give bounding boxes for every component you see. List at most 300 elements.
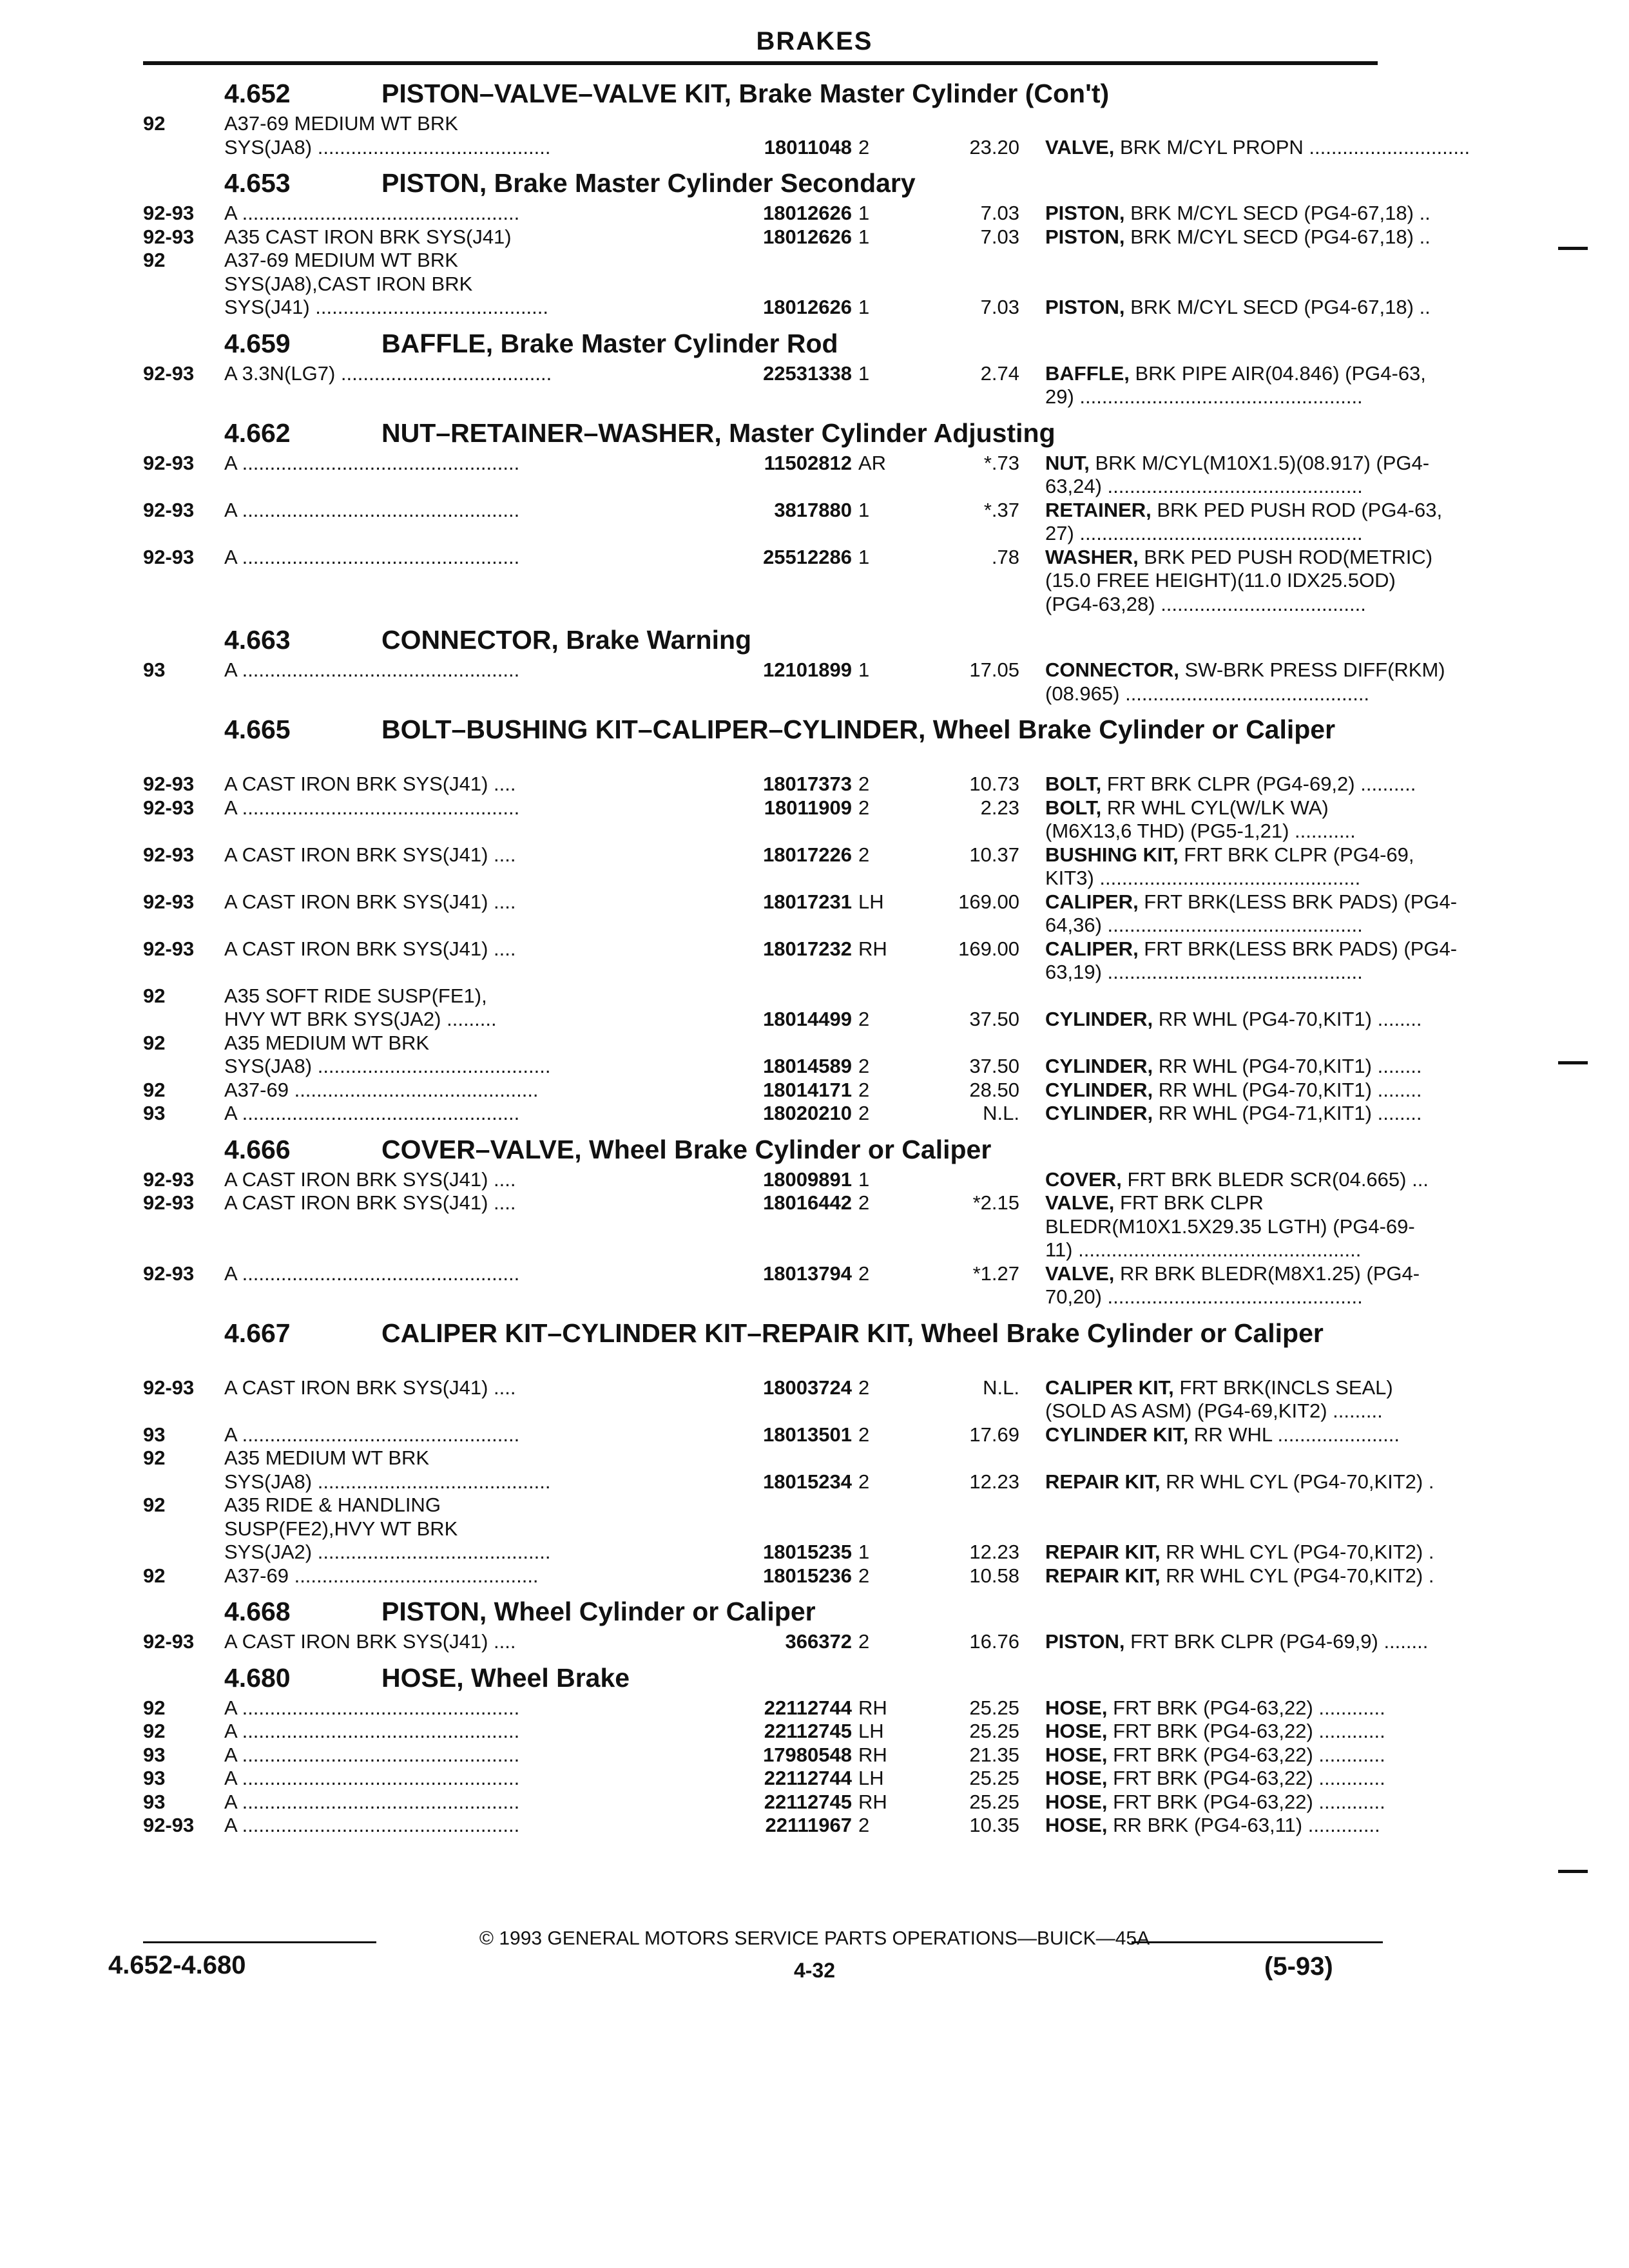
section-heading [143,414,1380,452]
application: A CAST IRON BRK SYS(J41) .... [224,843,516,866]
catalog-row [143,1423,1400,1447]
catalog-row [143,1191,1380,1215]
model-year: 92-93 [143,796,195,819]
application: A37-69 ............................................ [224,1564,539,1587]
model-year: 92-93 [143,1630,195,1653]
part-description [1045,1814,1522,1838]
part-number: 22112744 [581,1767,852,1791]
application: A37-69 MEDIUM WT BRK [224,112,458,135]
quantity: 2 [858,796,870,819]
model-year: 92-93 [143,1376,195,1399]
catalog-row [143,658,1445,682]
catalog-row [143,1262,1420,1286]
part-name: CONNECTOR, [1045,658,1179,681]
part-detail: FRT BRK(INCLS SEAL) [1173,1376,1393,1399]
application: A .................................................. [224,498,520,521]
part-description [1045,593,1522,617]
application: SYS(JA8),CAST IRON BRK [224,272,473,295]
application: A37-69 ............................................ [224,1078,539,1101]
section-number: 4.668 [224,1597,291,1626]
application: A CAST IRON BRK SYS(J41) .... [224,1630,516,1653]
part-description [1045,1720,1522,1744]
part-detail: (M6X13,6 THD) (PG5-1,21) ........... [1045,820,1356,842]
catalog-row [143,273,1380,296]
catalog-row [143,361,1426,386]
catalog-row [143,135,1470,160]
quantity: 2 [858,1262,870,1285]
part-name: REPAIR KIT, [1045,1541,1161,1563]
catalog-row [143,225,1431,249]
catalog-row [143,1215,1415,1239]
catalog-row [143,1814,1380,1838]
price: 17.05 [969,658,1019,681]
part-detail: RR WHL (PG4-70,KIT1) ........ [1153,1078,1422,1101]
catalog-row [143,1720,1385,1744]
catalog-row [143,545,1433,570]
part-detail: RR WHL CYL (PG4-70,KIT2) . [1160,1470,1434,1493]
model-year: 92-93 [143,1168,195,1191]
part-name: NUT, [1045,451,1090,474]
section-range: 4.652-4.680 [108,1951,246,1979]
part-detail: BRK PED PUSH ROD (PG4-63, [1151,498,1443,521]
part-name: PISTON, [1045,296,1125,318]
part-description [1045,1168,1522,1192]
price: 169.00 [958,890,1019,913]
part-detail: 70,20) .............................................. [1045,1285,1363,1308]
part-number: 18012626 [581,296,852,320]
quantity: RH [858,1790,887,1813]
part-name: VALVE, [1045,1191,1115,1214]
application: A35 MEDIUM WT BRK [224,1446,430,1469]
section-heading [143,164,1380,202]
quantity: 1 [858,225,870,248]
application: A .................................................. [224,1720,520,1742]
section-title: CONNECTOR, Brake Warning [381,625,752,655]
model-year: 93 [143,1102,166,1124]
quantity: 2 [858,1630,870,1653]
catalog-row [143,1743,1385,1767]
price: 7.03 [980,202,1019,224]
part-name: WASHER, [1045,545,1139,568]
part-description [1045,937,1522,961]
part-number: 3817880 [581,499,852,523]
price: *.37 [983,498,1019,521]
price: 7.03 [980,296,1019,318]
section-number: 4.665 [224,715,291,744]
model-year: 93 [143,1767,166,1789]
part-detail: RR BRK BLEDR(M8X1.25) (PG4- [1114,1262,1420,1285]
part-number: 22112745 [581,1720,852,1744]
part-name: BOLT, [1045,796,1102,819]
part-detail: 27) ................................................... [1045,522,1363,544]
part-detail: RR BRK (PG4-63,11) ............. [1107,1814,1380,1836]
part-description [1045,1696,1522,1720]
part-description [1045,796,1522,820]
part-description [1045,569,1522,593]
quantity: 2 [858,1423,870,1446]
part-description [1045,1470,1522,1494]
catalog-row [143,593,1380,617]
revision-date: (5-93) [1264,1952,1333,1981]
application: A CAST IRON BRK SYS(J41) .... [224,1168,516,1191]
section-title: COVER–VALVE, Wheel Brake Cylinder or Caliper [381,1134,992,1164]
quantity: 1 [858,361,870,385]
price: 25.25 [969,1767,1019,1789]
copyright-notice: © 1993 GENERAL MOTORS SERVICE PARTS OPERATIONS—BUICK—45A [479,1928,1150,1949]
part-detail: BRK PIPE AIR(04.846) (PG4-63, [1129,361,1426,385]
catalog-row [143,1008,1422,1032]
model-year: 92-93 [143,1262,195,1285]
part-description [1045,1630,1522,1654]
catalog-row [143,296,1431,320]
catalog-row [143,773,1416,796]
part-name: CYLINDER, [1045,1008,1153,1030]
section-heading [143,325,1380,362]
price: 25.25 [969,1696,1019,1719]
part-description [1045,1079,1522,1102]
part-detail: SW-BRK PRESS DIFF(RKM) [1179,658,1445,681]
part-description [1045,226,1522,249]
model-year: 93 [143,658,166,681]
quantity: 2 [858,1564,870,1587]
part-number: 18017231 [581,890,852,914]
application: SYS(JA2) .......................................... [224,1541,551,1563]
part-detail: FRT BRK (PG4-63,22) ............ [1107,1696,1385,1719]
part-detail: FRT BRK (PG4-63,22) ............ [1107,1767,1385,1789]
part-description [1045,890,1522,914]
part-number: 18011048 [581,136,852,160]
model-year: 93 [143,1423,166,1446]
section-title: BAFFLE, Brake Master Cylinder Rod [381,328,838,358]
application: A .................................................. [224,796,520,819]
part-name: VALVE, [1045,135,1115,159]
part-name: HOSE, [1045,1720,1108,1742]
part-name: REPAIR KIT, [1045,1470,1161,1493]
part-detail: FRT BRK (PG4-63,22) ............ [1107,1743,1385,1766]
part-name: CALIPER, [1045,937,1139,960]
catalog-row [143,1055,1422,1079]
part-detail: KIT3) ............................................... [1045,867,1361,889]
part-description [1045,1744,1522,1767]
application: SYS(J41) .......................................... [224,296,549,318]
price: 16.76 [969,1630,1019,1653]
quantity: 2 [858,1055,870,1077]
part-name: HOSE, [1045,1790,1108,1813]
application: A35 CAST IRON BRK SYS(J41) [224,225,512,248]
section-number: 4.652 [224,79,291,108]
part-description [1045,961,1522,985]
part-number: 18011909 [581,796,852,820]
part-number: 18015234 [581,1470,852,1494]
application: A .................................................. [224,1790,520,1813]
part-name: CALIPER, [1045,890,1139,913]
application: A35 SOFT RIDE SUSP(FE1), [224,984,487,1007]
part-number: 18020210 [581,1102,852,1126]
quantity: LH [858,1767,884,1789]
application: A CAST IRON BRK SYS(J41) .... [224,1376,516,1399]
catalog-row [143,202,1431,226]
application: A35 MEDIUM WT BRK [224,1031,430,1054]
price: 10.58 [969,1564,1019,1587]
part-detail: BRK PED PUSH ROD(METRIC) [1138,545,1433,568]
application: A .................................................. [224,202,520,224]
catalog-row [143,1630,1429,1654]
quantity: 1 [858,202,870,224]
catalog-row [143,914,1380,937]
model-year: 92-93 [143,498,195,521]
catalog-row [143,843,1414,867]
model-year: 92 [143,1446,166,1469]
section-title: PISTON, Brake Master Cylinder Secondary [381,168,916,198]
catalog-row [143,796,1380,820]
part-description [1045,658,1522,682]
part-description [1045,1767,1522,1791]
model-year: 92-93 [143,545,195,568]
part-description [1045,499,1522,523]
catalog-row [143,569,1396,593]
part-detail: FRT BRK (PG4-63,22) ............ [1107,1790,1385,1813]
part-number: 12101899 [581,658,852,682]
part-number: 18013794 [581,1262,852,1286]
quantity: AR [858,451,887,474]
part-description [1045,522,1522,546]
model-year: 92-93 [143,225,195,248]
part-description [1045,682,1522,706]
part-detail: FRT BRK(LESS BRK PADS) (PG4- [1138,937,1458,960]
price: N.L. [983,1376,1019,1399]
part-description [1045,1564,1522,1588]
part-description [1045,820,1522,843]
quantity: 2 [858,1078,870,1101]
price: *.73 [983,451,1019,474]
part-detail: FRT BRK CLPR (PG4-69,9) ........ [1124,1630,1429,1653]
section-number: 4.680 [224,1662,291,1693]
part-description [1045,1285,1522,1309]
margin-mark [1558,1061,1588,1064]
catalog-row [143,985,1380,1008]
part-detail: 63,19) .............................................. [1045,961,1363,983]
part-number: 18012626 [581,226,852,249]
model-year: 92 [143,249,166,271]
catalog-row [143,1238,1380,1262]
part-detail: FRT BRK CLPR (PG4-69,2) .......... [1101,773,1416,795]
quantity: RH [858,1743,887,1766]
quantity: 1 [858,545,870,568]
part-detail: RR WHL CYL(W/LK WA) [1101,796,1329,819]
part-detail: BRK M/CYL(M10X1.5)(08.917) (PG4- [1089,451,1430,474]
part-detail: BLEDR(M10X1.5X29.35 LGTH) (PG4-69- [1045,1215,1415,1238]
part-description [1045,136,1522,160]
catalog-row [143,820,1380,843]
price: 10.73 [969,773,1019,795]
part-detail: RR WHL CYL (PG4-70,KIT2) . [1160,1564,1434,1587]
model-year: 92-93 [143,1814,195,1836]
part-detail: FRT BRK CLPR [1114,1191,1264,1214]
part-name: COVER, [1045,1168,1122,1191]
part-number: 22112744 [581,1696,852,1720]
catalog-row [143,522,1380,546]
model-year: 93 [143,1790,166,1813]
model-year: 92 [143,1078,166,1101]
application: A CAST IRON BRK SYS(J41) .... [224,1191,516,1214]
section-title: HOSE, Wheel Brake [381,1662,630,1693]
section-title: CALIPER KIT–CYLINDER KIT–REPAIR KIT, Wheel Brake Cylinder or Caliper [381,1318,1324,1348]
application: A 3.3N(LG7) ...................................... [224,361,552,385]
quantity: 2 [858,135,870,159]
catalog-row [143,1102,1422,1126]
part-description [1045,1102,1522,1126]
part-description [1045,1423,1522,1447]
application: A CAST IRON BRK SYS(J41) .... [224,773,516,795]
application: SYS(JA8) .......................................... [224,135,551,159]
catalog-row [143,1285,1380,1309]
price: 25.25 [969,1790,1019,1813]
part-number: 18016442 [581,1191,852,1215]
quantity: 1 [858,498,870,521]
catalog-row [143,112,1380,136]
catalog-row [143,1767,1385,1791]
model-year: 92-93 [143,890,195,913]
catalog-row [143,1446,1380,1470]
price: N.L. [983,1102,1019,1124]
catalog-row [143,961,1380,985]
part-number: 11502812 [581,452,852,476]
part-number: 18017226 [581,843,852,867]
part-detail: RR WHL (PG4-70,KIT1) ........ [1153,1008,1422,1030]
application: SYS(JA8) .......................................... [224,1055,551,1077]
part-description [1045,773,1522,796]
part-detail: RR WHL ...................... [1188,1423,1400,1446]
catalog-row [143,1168,1429,1192]
application: A37-69 MEDIUM WT BRK [224,249,458,271]
section-title: PISTON–VALVE–VALVE KIT, Brake Master Cylinder (Con't) [381,79,1110,108]
part-number: 18015235 [581,1541,852,1564]
section-heading [143,711,1380,773]
part-description [1045,867,1522,890]
catalog-row [143,1078,1422,1102]
model-year: 92 [143,984,166,1007]
header-rule [143,61,1378,65]
model-year: 92 [143,1031,166,1054]
part-number: 22112745 [581,1791,852,1814]
part-name: CYLINDER KIT, [1045,1423,1189,1446]
section-title: NUT–RETAINER–WASHER, Master Cylinder Adjusting [381,418,1055,448]
price: 28.50 [969,1078,1019,1101]
part-number: 366372 [581,1630,852,1654]
quantity: 2 [858,1814,870,1836]
part-name: PISTON, [1045,1630,1125,1653]
section-heading [143,75,1380,112]
catalog-row [143,1790,1385,1814]
part-detail: BRK M/CYL SECD (PG4-67,18) .. [1124,296,1431,318]
part-description [1045,1055,1522,1079]
part-detail: BRK M/CYL SECD (PG4-67,18) .. [1124,202,1431,224]
application: A .................................................. [224,1814,520,1836]
part-detail: RR WHL CYL (PG4-70,KIT2) . [1160,1541,1434,1563]
part-description [1045,1215,1522,1239]
part-detail: 63,24) .............................................. [1045,475,1363,497]
catalog-row [143,1470,1434,1494]
model-year: 93 [143,1743,166,1766]
price: 10.35 [969,1814,1019,1836]
quantity: LH [858,890,884,913]
price: 25.25 [969,1720,1019,1742]
part-name: REPAIR KIT, [1045,1564,1161,1587]
part-description [1045,1541,1522,1564]
part-description [1045,296,1522,320]
price: *2.15 [972,1191,1019,1214]
application: A .................................................. [224,1102,520,1124]
part-description [1045,546,1522,570]
part-description [1045,1008,1522,1032]
model-year: 92-93 [143,202,195,224]
part-detail: BRK M/CYL PROPN ............................. [1114,135,1470,159]
part-description [1045,1238,1522,1262]
part-description [1045,362,1522,386]
part-detail: 29) ................................................... [1045,385,1363,408]
part-number: 18014171 [581,1079,852,1102]
catalog-row [143,498,1443,523]
catalog-row [143,451,1430,476]
section-heading [143,621,1380,658]
section-title: BOLT–BUSHING KIT–CALIPER–CYLINDER, Wheel Brake Cylinder or Caliper [381,715,1336,744]
part-name: BUSHING KIT, [1045,843,1179,866]
catalog-row [143,937,1458,961]
price: 21.35 [969,1743,1019,1766]
part-description [1045,1399,1522,1423]
part-detail: (15.0 FREE HEIGHT)(11.0 IDX25.5OD) [1045,569,1396,591]
section-heading [143,1593,1380,1630]
catalog-row [143,1517,1380,1541]
section-number: 4.659 [224,328,291,358]
part-name: CALIPER KIT, [1045,1376,1174,1399]
part-detail: FRT BRK CLPR (PG4-69, [1178,843,1414,866]
model-year: 92 [143,1720,166,1742]
quantity: 1 [858,658,870,681]
part-detail: FRT BRK (PG4-63,22) ............ [1107,1720,1385,1742]
part-number: 18009891 [581,1168,852,1192]
price: 12.23 [969,1470,1019,1493]
application: A .................................................. [224,1423,520,1446]
part-number: 18017373 [581,773,852,796]
part-number: 18015236 [581,1564,852,1588]
page-number: 4-32 [793,1959,836,1982]
application: A .................................................. [224,1696,520,1719]
part-description [1045,202,1522,226]
model-year: 92 [143,1696,166,1719]
quantity: 2 [858,1102,870,1124]
price: 10.37 [969,843,1019,866]
quantity: 1 [858,1168,870,1191]
application: A CAST IRON BRK SYS(J41) .... [224,890,516,913]
part-name: BAFFLE, [1045,361,1130,385]
part-description [1045,1791,1522,1814]
application: A CAST IRON BRK SYS(J41) .... [224,937,516,960]
quantity: LH [858,1720,884,1742]
part-description [1045,475,1522,499]
quantity: 2 [858,773,870,795]
part-description [1045,843,1522,867]
catalog-row [143,1399,1383,1423]
part-name: VALVE, [1045,1262,1115,1285]
model-year: 92-93 [143,361,195,385]
part-detail: BRK M/CYL SECD (PG4-67,18) .. [1124,225,1431,248]
section-number: 4.663 [224,625,291,655]
section-number: 4.662 [224,418,291,448]
application: SUSP(FE2),HVY WT BRK [224,1517,458,1540]
section-heading [143,1131,1380,1168]
price: 2.74 [980,361,1019,385]
